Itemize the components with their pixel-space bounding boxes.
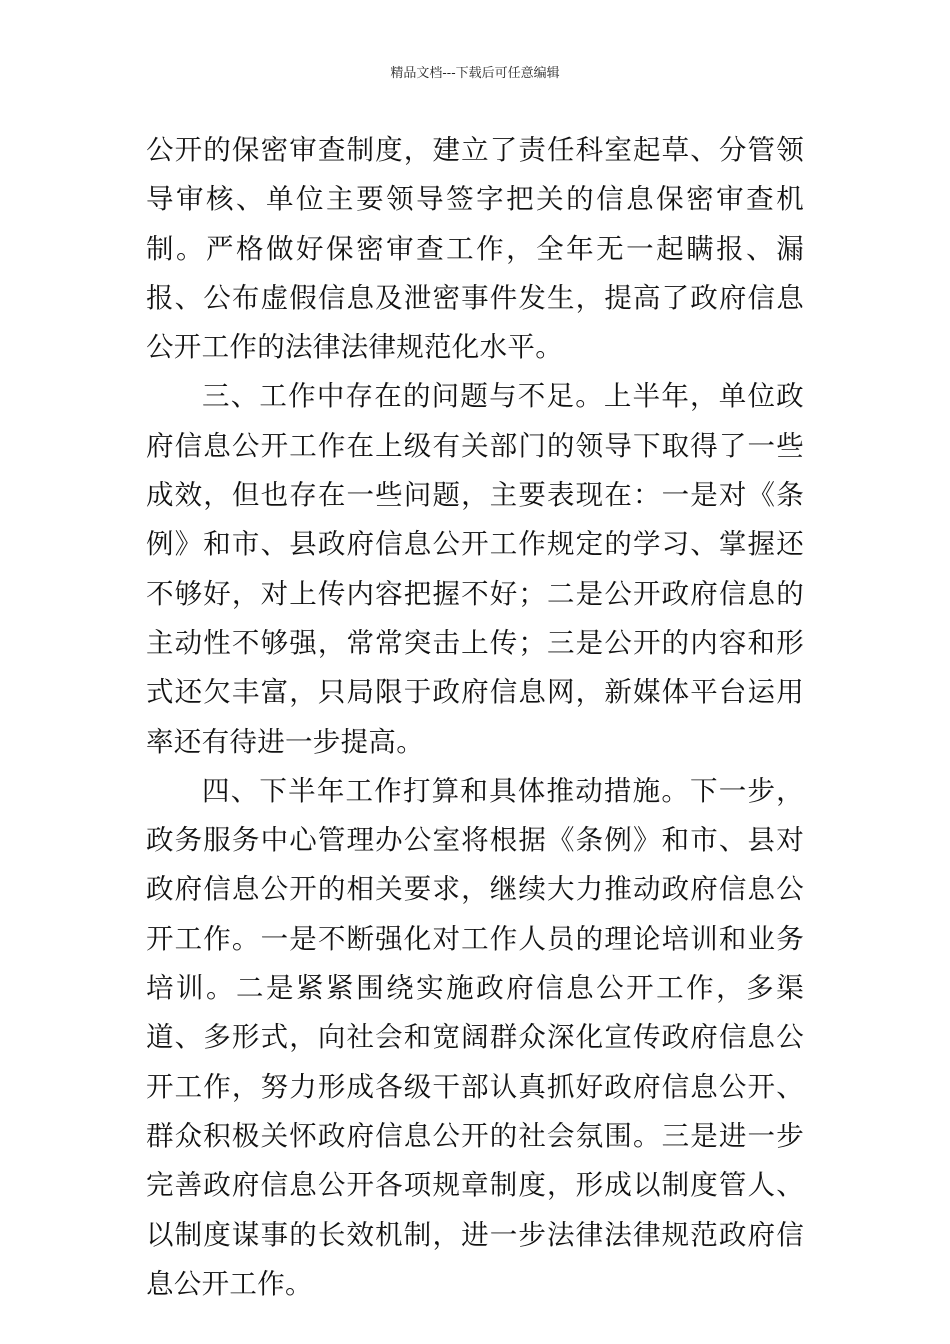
- page-header: 精品文档---下载后可任意编辑: [390, 66, 560, 81]
- paragraph-next-steps: 四、下半年工作打算和具体推动措施。下一步，政务服务中心管理办公室将根据《条例》和市、县对政府信息公开的相关要求，继续大力推动政府信息公开工作。一是不断强化对工作人员的理论培训和业务培训。二是紧紧围绕实施政府信息公开工作，多渠道、多形式，向社会和宽阔群众深化宣传政府信息公开工作，努力形成各级干部认真抓好政府信息公开、群众积极关怀政府信息公开的社会氛围。三是进一步完善政府信息公开各项规章制度，形成以制度管人、以制度谋事的长效机制，进一步法律法律规范政府信息公开工作。: [146, 774, 804, 1300]
- paragraph-problems: 三、工作中存在的问题与不足。上半年，单位政府信息公开工作在上级有关部门的领导下取得了一些成效，但也存在一些问题，主要表现在：一是对《条例》和市、县政府信息公开工作规定的学习、掌握还不够好，对上传内容把握不好；二是公开政府信息的主动性不够强，常常突击上传；三是公开的内容和形式还欠丰富，只局限于政府信息网，新媒体平台运用率还有待进一步提高。: [146, 380, 804, 758]
- paragraph-confidentiality-review: 公开的保密审查制度，建立了责任科室起草、分管领导审核、单位主要领导签字把关的信息保密审查机制。严格做好保密审查工作，全年无一起瞒报、漏报、公布虚假信息及泄密事件发生，提高了政府信息公开工作的法律法律规范化水平。: [146, 134, 804, 364]
- document-body: [146, 126, 804, 1309]
